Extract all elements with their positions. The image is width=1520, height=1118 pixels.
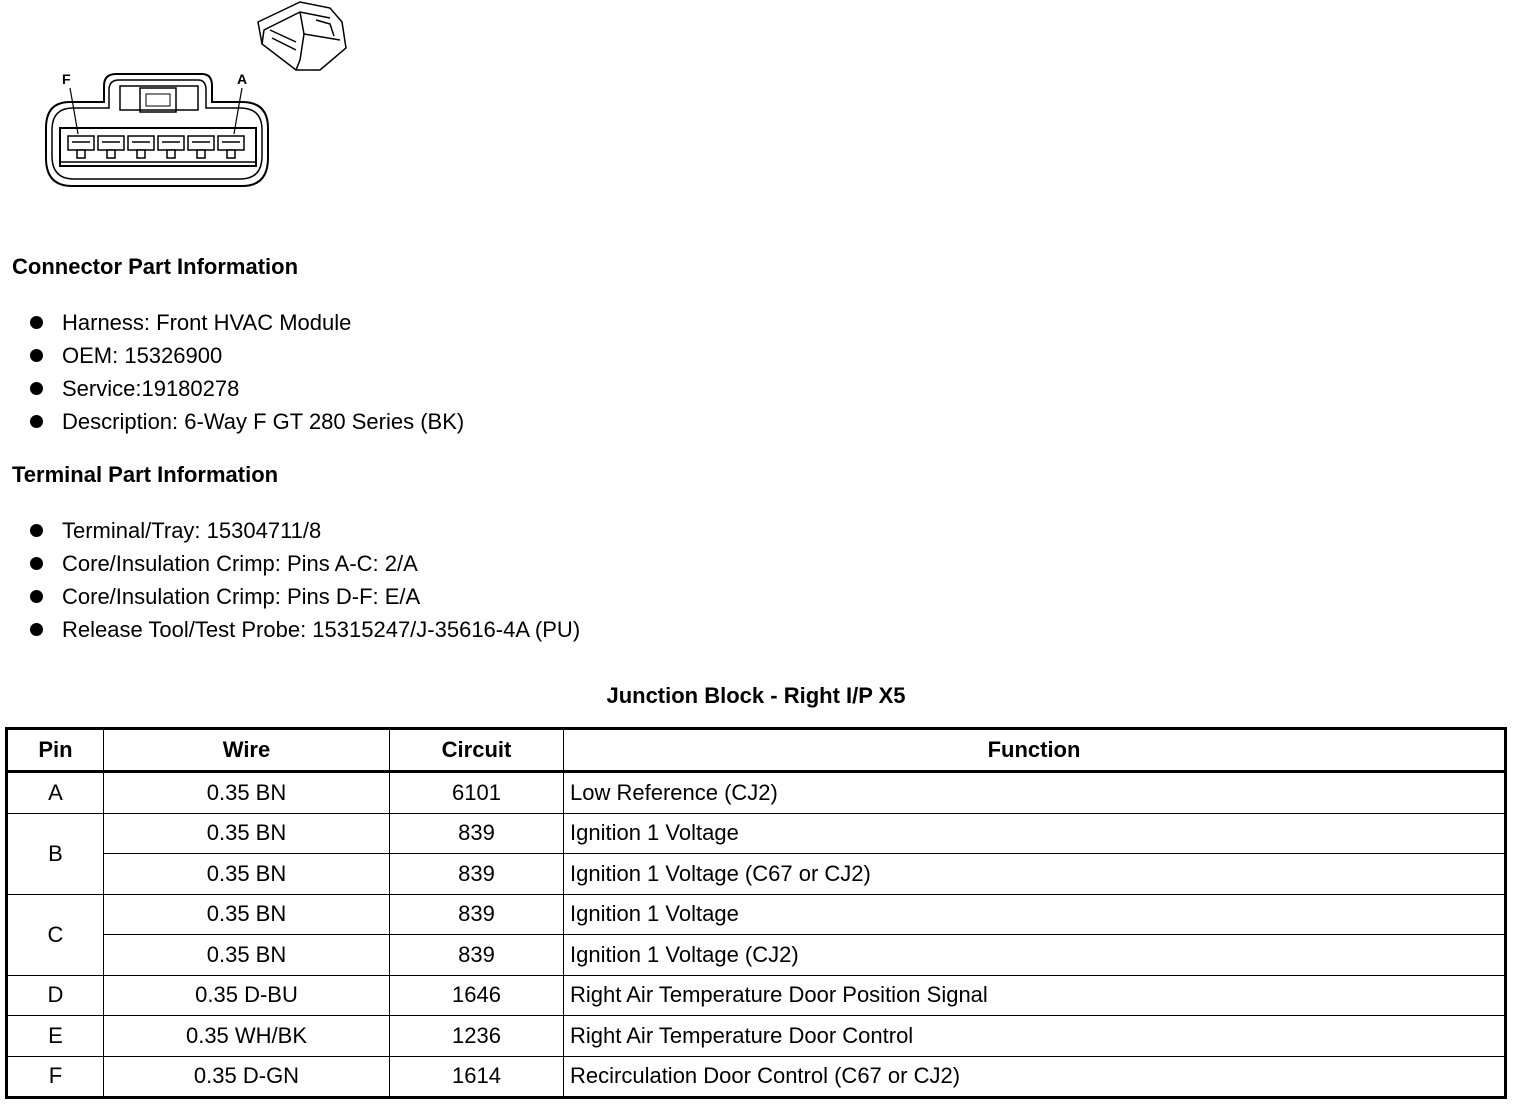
header-function: Function (564, 729, 1506, 772)
bullet-icon (30, 557, 43, 570)
cell-function: Ignition 1 Voltage (564, 894, 1506, 935)
table-header-row (7, 729, 1506, 772)
cell-wire: 0.35 WH/BK (104, 1016, 390, 1057)
cell-wire: 0.35 BN (104, 854, 390, 895)
connector-info-list (28, 306, 464, 438)
cell-wire: 0.35 BN (104, 894, 390, 935)
cell-function: Right Air Temperature Door Control (564, 1016, 1506, 1057)
table-row (7, 1056, 1506, 1098)
list-item-text: OEM: 15326900 (62, 343, 223, 368)
cell-circuit: 839 (390, 854, 564, 895)
cavity-d (128, 136, 154, 158)
table-row (7, 935, 1506, 976)
connector-info-title: Connector Part Information (12, 254, 299, 279)
pin-label-a: A (237, 71, 248, 87)
list-item (28, 613, 580, 646)
bullet-icon (30, 623, 43, 636)
list-item (28, 547, 580, 580)
bullet-icon (30, 415, 43, 428)
cell-wire: 0.35 BN (104, 813, 390, 854)
cavity-e (98, 136, 124, 158)
cell-pin: B (7, 813, 104, 894)
bullet-icon (30, 382, 43, 395)
header-circuit: Circuit (390, 729, 564, 772)
connector-diagram (0, 0, 380, 200)
cell-pin: F (7, 1056, 104, 1098)
list-item-text: Service:19180278 (62, 376, 240, 401)
cell-function: Recirculation Door Control (C67 or CJ2) (564, 1056, 1506, 1098)
header-wire: Wire (104, 729, 390, 772)
cell-wire: 0.35 D-GN (104, 1056, 390, 1098)
pin-label-f: F (62, 71, 71, 87)
list-item (28, 339, 464, 372)
cell-pin: E (7, 1016, 104, 1057)
table-row (7, 975, 1506, 1016)
bullet-icon (30, 349, 43, 362)
cell-circuit: 6101 (390, 772, 564, 814)
terminal-cavities (68, 136, 244, 158)
list-item (28, 514, 580, 547)
table-row (7, 1016, 1506, 1057)
cell-pin: D (7, 975, 104, 1016)
cavity-b (188, 136, 214, 158)
list-item-text: Terminal/Tray: 15304711/8 (62, 518, 322, 543)
table-row (7, 813, 1506, 854)
cell-circuit: 1646 (390, 975, 564, 1016)
list-item-text: Release Tool/Test Probe: 15315247/J-35616-4A (PU) (62, 617, 581, 642)
cell-function: Ignition 1 Voltage (564, 813, 1506, 854)
bullet-icon (30, 524, 43, 537)
table-row (7, 772, 1506, 814)
cell-pin: A (7, 772, 104, 814)
cell-wire: 0.35 BN (104, 935, 390, 976)
terminal-info-list (28, 514, 580, 646)
cell-function: Ignition 1 Voltage (C67 or CJ2) (564, 854, 1506, 895)
list-item (28, 580, 580, 613)
cavity-c (158, 136, 184, 158)
cell-circuit: 1614 (390, 1056, 564, 1098)
list-item-text: Core/Insulation Crimp: Pins A-C: 2/A (62, 551, 418, 576)
cavity-f (68, 136, 94, 158)
cell-circuit: 839 (390, 894, 564, 935)
bullet-icon (30, 316, 43, 329)
connector-3d-icon (258, 2, 346, 70)
table-title: Junction Block - Right I/P X5 (606, 683, 906, 708)
cell-circuit: 1236 (390, 1016, 564, 1057)
list-item (28, 405, 464, 438)
list-item-text: Description: 6-Way F GT 280 Series (BK) (62, 409, 465, 434)
table-row (7, 894, 1506, 935)
pinout-table (5, 727, 1507, 1099)
cell-pin: C (7, 894, 104, 975)
cavity-a (218, 136, 244, 158)
header-pin: Pin (7, 729, 104, 772)
bullet-icon (30, 590, 43, 603)
list-item (28, 372, 464, 405)
table-row (7, 854, 1506, 895)
list-item-text: Harness: Front HVAC Module (62, 310, 352, 335)
list-item-text: Core/Insulation Crimp: Pins D-F: E/A (62, 584, 421, 609)
list-item (28, 306, 464, 339)
cell-wire: 0.35 BN (104, 772, 390, 814)
cell-function: Ignition 1 Voltage (CJ2) (564, 935, 1506, 976)
cell-wire: 0.35 D-BU (104, 975, 390, 1016)
terminal-info-title: Terminal Part Information (12, 462, 279, 487)
cell-function: Low Reference (CJ2) (564, 772, 1506, 814)
cell-circuit: 839 (390, 935, 564, 976)
cell-function: Right Air Temperature Door Position Signal (564, 975, 1506, 1016)
cell-circuit: 839 (390, 813, 564, 854)
